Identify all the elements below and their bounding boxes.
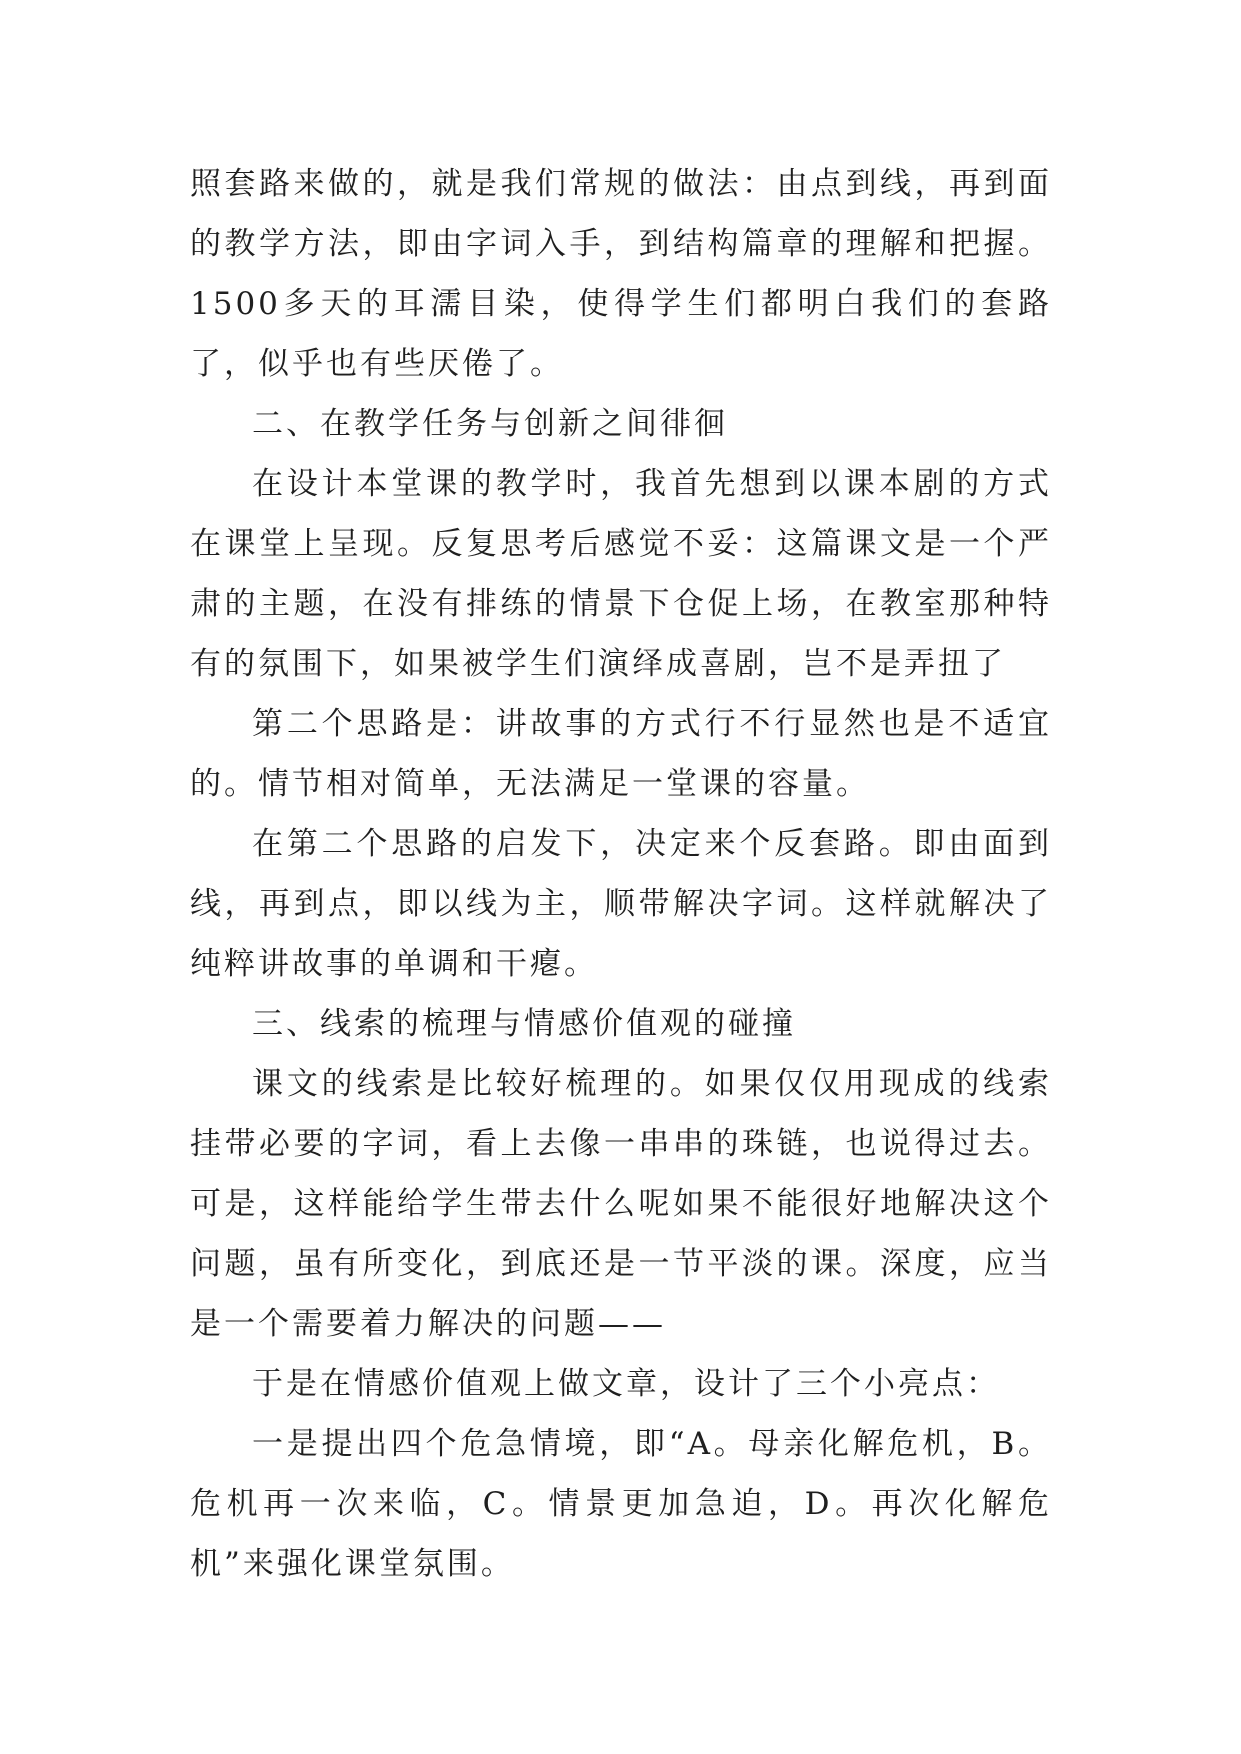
section-heading-2: 二、在教学任务与创新之间徘徊 [252, 406, 728, 442]
paragraph: 在设计本堂课的教学时，我首先想到以课本剧的方式在课堂上呈现。反复思考后感觉不妥：这篇课文是一个严肃的主题，在没有排练的情景下仓促上场，在教室那种特有的氛围下，如果被学生们演绎成喜剧，岂不是弄扭了 [190, 466, 1052, 682]
paragraph: 于是在情感价值观上做文章，设计了三个小亮点： [252, 1366, 1000, 1402]
paragraph: 在第二个思路的启发下，决定来个反套路。即由面到线，再到点，即以线为主，顺带解决字词。这样就解决了纯粹讲故事的单调和干瘪。 [190, 826, 1052, 982]
section-heading-3: 三、线索的梳理与情感价值观的碰撞 [252, 1006, 796, 1042]
document-body [190, 154, 1052, 1594]
paragraph-continuation: 照套路来做的，就是我们常规的做法：由点到线，再到面的教学方法，即由字词入手，到结构篇章的理解和把握。1500多天的耳濡目染，使得学生们都明白我们的套路了，似乎也有些厌倦了。 [190, 166, 1052, 382]
paragraph: 一是提出四个危急情境，即“A。母亲化解危机，B。危机再一次来临，C。情景更加急迫，D。再次化解危机”来强化课堂氛围。 [190, 1426, 1052, 1582]
paragraph: 第二个思路是：讲故事的方式行不行显然也是不适宜的。情节相对简单，无法满足一堂课的容量。 [190, 706, 1052, 802]
paragraph: 课文的线索是比较好梳理的。如果仅仅用现成的线索挂带必要的字词，看上去像一串串的珠链，也说得过去。可是，这样能给学生带去什么呢如果不能很好地解决这个问题，虽有所变化，到底还是一节平淡的课。深度，应当是一个需要着力解决的问题—— [190, 1066, 1052, 1342]
